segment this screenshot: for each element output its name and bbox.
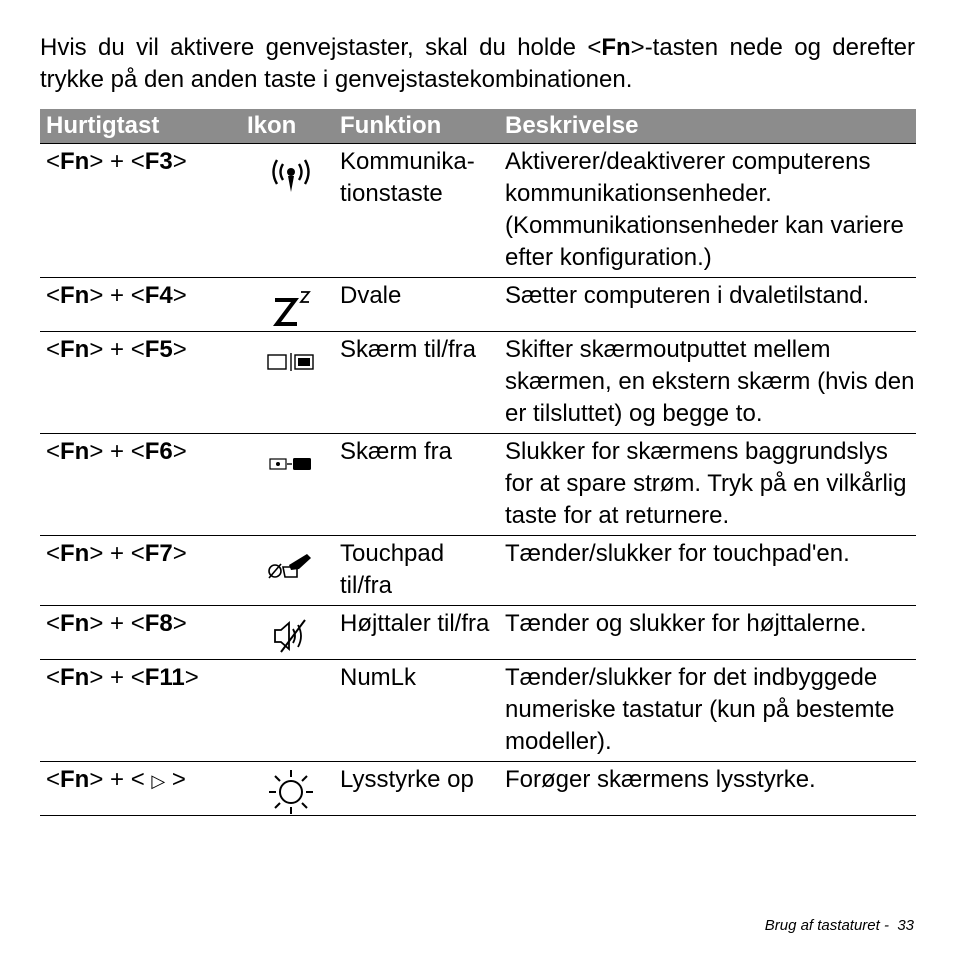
fn-key: Fn (60, 664, 90, 691)
fn-key: Fn (60, 148, 90, 175)
key-close: > (184, 664, 199, 691)
key-close: > (172, 610, 187, 637)
function-key: F11 (144, 664, 185, 691)
key-separator: > + < (89, 610, 145, 637)
function-key: F5 (144, 336, 173, 363)
shortcut-key-cell: <Fn> + <F6> (40, 434, 247, 536)
fn-key: Fn (60, 336, 90, 363)
table-row (40, 660, 916, 762)
function-key: F4 (144, 282, 173, 309)
icon-cell (247, 536, 334, 606)
touchpad-toggle-icon (247, 538, 334, 586)
icon-cell (247, 278, 334, 332)
key-close: > (172, 336, 187, 363)
fn-key: Fn (60, 282, 90, 309)
description-cell: Skifter skærmoutputtet mellem skærmen, en ekstern skærm (hvis den er tilsluttet) og begge to. (499, 332, 916, 434)
key-close: > (172, 282, 187, 309)
function-cell: Touchpad til/fra (334, 536, 499, 606)
description-cell: Tænder/slukker for det indbyggede numeriske tastatur (kun på bestemte modeller). (499, 660, 916, 762)
function-cell: NumLk (334, 660, 499, 762)
fn-key: Fn (60, 610, 90, 637)
key-close: > (172, 148, 187, 175)
key-separator: > + < (89, 540, 145, 567)
fn-key: Fn (60, 540, 90, 567)
screen-off-icon (247, 436, 334, 484)
table-row (40, 762, 916, 816)
key-separator: > + < (89, 148, 145, 175)
table-row (40, 536, 916, 606)
table-row (40, 606, 916, 660)
description-cell: Slukker for skærmens baggrundslys for at spare strøm. Tryk på en vilkårlig taste for at returnere. (499, 434, 916, 536)
key-separator: > + < (89, 336, 145, 363)
wireless-communication-icon (247, 146, 334, 194)
footer-section: Brug af tastaturet - (764, 917, 889, 934)
icon-cell (247, 144, 334, 278)
description-cell: Aktiverer/deaktiverer computerens kommunikationsenheder. (Kommunikationsenheder kan variere efter konfiguration.) (499, 144, 916, 278)
shortcut-key-cell: <Fn> + < ▷ > (40, 762, 247, 816)
table-header-row (40, 109, 916, 144)
page-number: 33 (897, 917, 914, 934)
header-beskrivelse: Beskrivelse (499, 109, 916, 144)
function-cell: Skærm til/fra (334, 332, 499, 434)
shortcut-key-cell: <Fn> + <F5> (40, 332, 247, 434)
shortcut-key-cell: <Fn> + <F11> (40, 660, 247, 762)
description-cell: Tænder/slukker for touchpad'en. (499, 536, 916, 606)
key-separator: > + < (89, 438, 145, 465)
function-cell: Dvale (334, 278, 499, 332)
icon-cell (247, 762, 334, 816)
shortcut-key-cell: <Fn> + <F4> (40, 278, 247, 332)
key-separator: > + < (89, 766, 152, 793)
key-close: > (172, 438, 187, 465)
intro-fn-key: Fn (601, 34, 631, 61)
table-row (40, 278, 916, 332)
icon-cell (247, 660, 334, 762)
key-close: > (172, 540, 187, 567)
key-separator: > + < (89, 664, 145, 691)
description-cell: Tænder og slukker for højttalerne. (499, 606, 916, 660)
table-row (40, 332, 916, 434)
function-key: F3 (144, 148, 173, 175)
table-row (40, 434, 916, 536)
function-key: F6 (144, 438, 173, 465)
function-key: ▷ (151, 771, 166, 791)
page-footer (765, 917, 914, 934)
icon-cell (247, 606, 334, 660)
shortcut-key-cell: <Fn> + <F3> (40, 144, 247, 278)
shortcut-key-cell: <Fn> + <F8> (40, 606, 247, 660)
icon-cell (247, 434, 334, 536)
shortcut-key-cell: <Fn> + <F7> (40, 536, 247, 606)
brightness-up-icon (247, 764, 334, 812)
function-cell: Lysstyrke op (334, 762, 499, 816)
fn-key: Fn (60, 438, 90, 465)
description-cell: Forøger skærmens lysstyrke. (499, 762, 916, 816)
description-cell: Sætter computeren i dvaletilstand. (499, 278, 916, 332)
key-separator: > + < (89, 282, 145, 309)
speaker-mute-icon (247, 608, 334, 656)
table-row (40, 144, 916, 278)
icon-cell (247, 332, 334, 434)
function-cell: Højttaler til/fra (334, 606, 499, 660)
key-close: > (165, 766, 186, 793)
display-toggle-icon (247, 334, 334, 382)
sleep-zz-icon (247, 280, 334, 328)
header-funktion: Funktion (334, 109, 499, 144)
fn-key: Fn (60, 766, 90, 793)
function-key: F8 (144, 610, 173, 637)
intro-text-2: >-tasten nede og derefter trykke på den anden taste i genvejstastekombinationen. (40, 34, 916, 93)
intro-paragraph (40, 32, 915, 96)
intro-text-1: Hvis du vil aktivere genvejstaster, skal du holde < (40, 34, 602, 61)
function-cell: Kommunika-tionstaste (334, 144, 499, 278)
header-ikon: Ikon (247, 109, 334, 144)
function-cell: Skærm fra (334, 434, 499, 536)
function-key: F7 (144, 540, 173, 567)
shortcut-table (40, 109, 916, 816)
header-hurtigtast: Hurtigtast (40, 109, 247, 144)
